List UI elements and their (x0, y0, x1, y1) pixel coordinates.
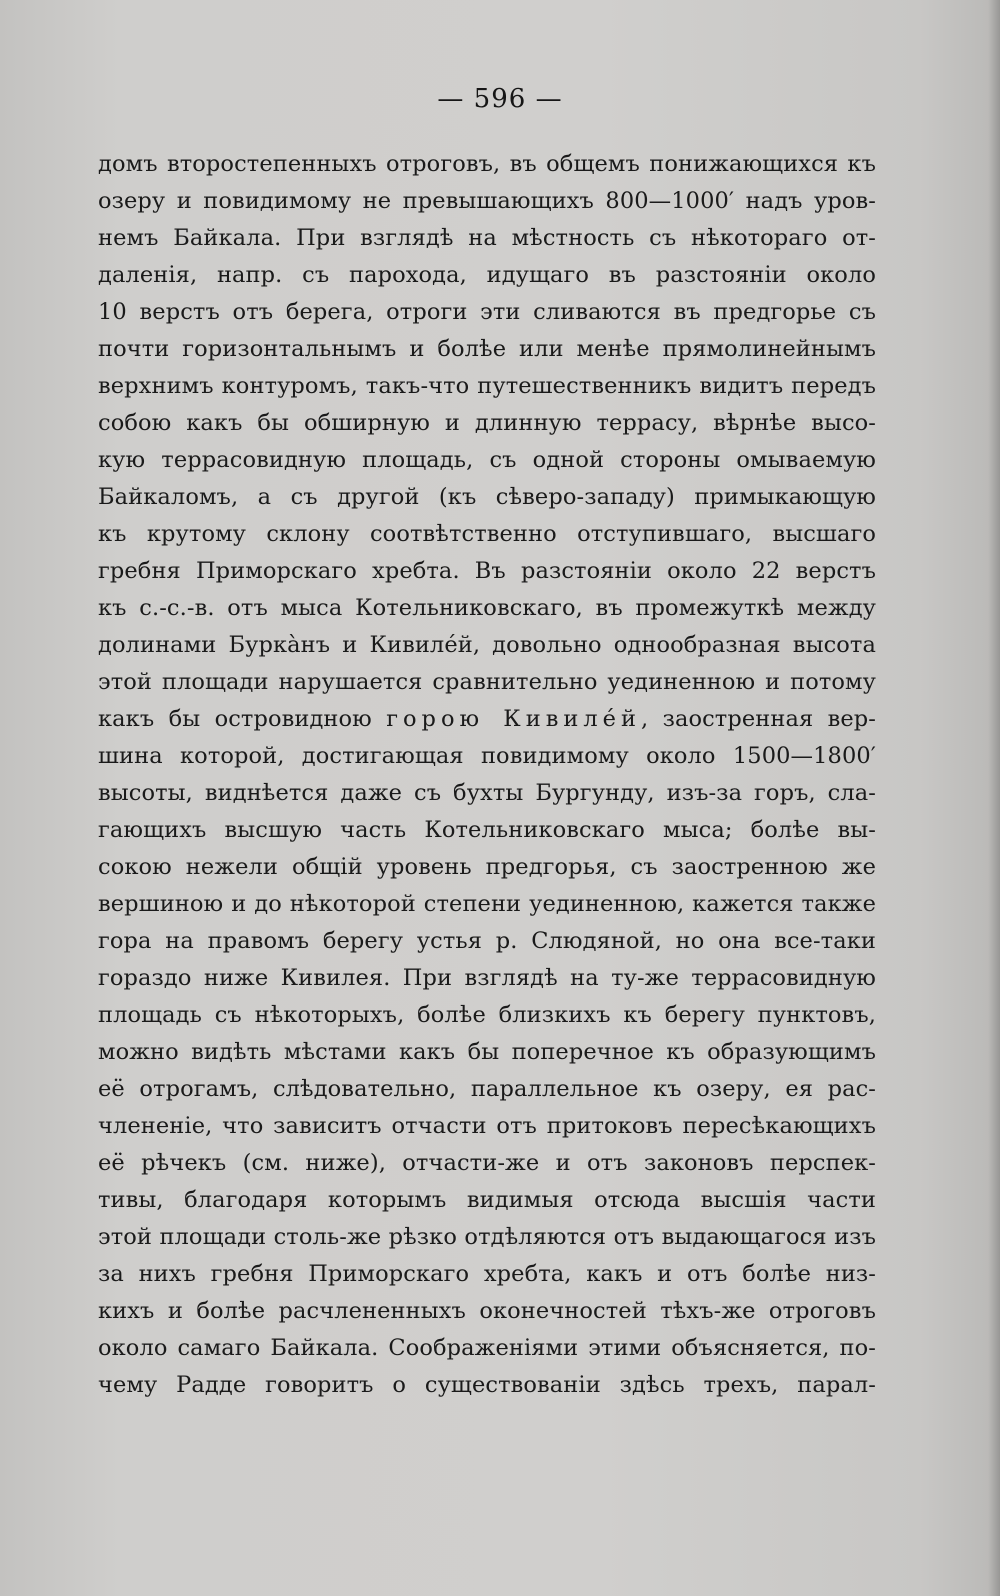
text-line: её отрогамъ, слѣдовательно, параллельное къ озеру, ея рас- (98, 1076, 876, 1102)
text-line: её рѣчекъ (см. ниже), отчасти-же и отъ законовъ перспек- (98, 1150, 876, 1176)
text-line: Байкаломъ, а съ другой (къ сѣверо-западу) примыкающую (98, 484, 876, 510)
text-line: этой площади нарушается сравнительно уединенною и потому (98, 669, 876, 695)
text-line: гребня Приморскаго хребта. Въ разстояніи около 22 верстъ (98, 558, 876, 584)
text-line: площадь съ нѣкоторыхъ, болѣе близкихъ къ берегу пунктовъ, (98, 1002, 876, 1028)
text-line: озеру и повидимому не превышающихъ 800—1000′ надъ уров- (98, 188, 876, 214)
text-line: къ крутому склону соотвѣтственно отступившаго, высшаго (98, 521, 876, 547)
text-line: за нихъ гребня Приморскаго хребта, какъ и отъ болѣе низ- (98, 1261, 876, 1287)
text-line: 10 верстъ отъ берега, отроги эти сливаются въ предгорье съ (98, 299, 876, 325)
text-line: высоты, виднѣется даже съ бухты Бургунду, изъ-за горъ, сла- (98, 780, 876, 806)
text-line: собою какъ бы обширную и длинную террасу, вѣрнѣе высо- (98, 410, 876, 436)
text-line: шина которой, достигающая повидимому около 1500—1800′ (98, 743, 876, 769)
emphasized-text: горою Кивилéй (386, 706, 641, 732)
text-line: къ с.-с.-в. отъ мыса Котельниковскаго, въ промежуткѣ между (98, 595, 876, 621)
text-line: домъ второстепенныхъ отроговъ, въ общемъ понижающихся къ (98, 151, 876, 177)
text-line: даленія, напр. съ парохода, идущаго въ разстояніи около (98, 262, 876, 288)
text-line: верхнимъ контуромъ, такъ-что путешественникъ видитъ передъ (98, 373, 876, 399)
text-line: тивы, благодаря которымъ видимыя отсюда высшія части (98, 1187, 876, 1213)
text-line: кую террасовидную площадь, съ одной стороны омываемую (98, 447, 876, 473)
body-text (98, 146, 876, 1404)
text-line: долинами Буркàнъ и Кивилéй, довольно однообразная высота (98, 632, 876, 658)
text-line: гора на правомъ берегу устья р. Слюдяной, но она все-таки (98, 928, 876, 954)
text-line: гораздо ниже Кивилея. При взглядѣ на ту-же террасовидную (98, 965, 876, 991)
text-line: сокою нежели общій уровень предгорья, съ заостренною же (98, 854, 876, 880)
page-number: — 596 — (437, 84, 563, 114)
text-line: члененіе, что зависитъ отчасти отъ притоковъ пересѣкающихъ (98, 1113, 876, 1139)
text-line: чему Радде говоритъ о существованіи здѣсь трехъ, парал- (98, 1372, 876, 1398)
text-line: вершиною и до нѣкоторой степени уединенною, кажется также (98, 891, 876, 917)
text-line: около самаго Байкала. Соображеніями этими объясняется, по- (98, 1335, 876, 1361)
text-line: какъ бы островидною горою Кивилéй, заостренная вер- (98, 706, 876, 732)
page-edge-shadow (988, 0, 1000, 1596)
text-line: немъ Байкала. При взглядѣ на мѣстность съ нѣкотораго от- (98, 225, 876, 251)
text-line: этой площади столь-же рѣзко отдѣляются отъ выдающагося изъ (98, 1224, 876, 1250)
text-line: почти горизонтальнымъ и болѣе или менѣе прямолинейнымъ (98, 336, 876, 362)
text-line: гающихъ высшую часть Котельниковскаго мыса; болѣе вы- (98, 817, 876, 843)
text-line: кихъ и болѣе расчлененныхъ оконечностей тѣхъ-же отроговъ (98, 1298, 876, 1324)
text-line: можно видѣть мѣстами какъ бы поперечное къ образующимъ (98, 1039, 876, 1065)
